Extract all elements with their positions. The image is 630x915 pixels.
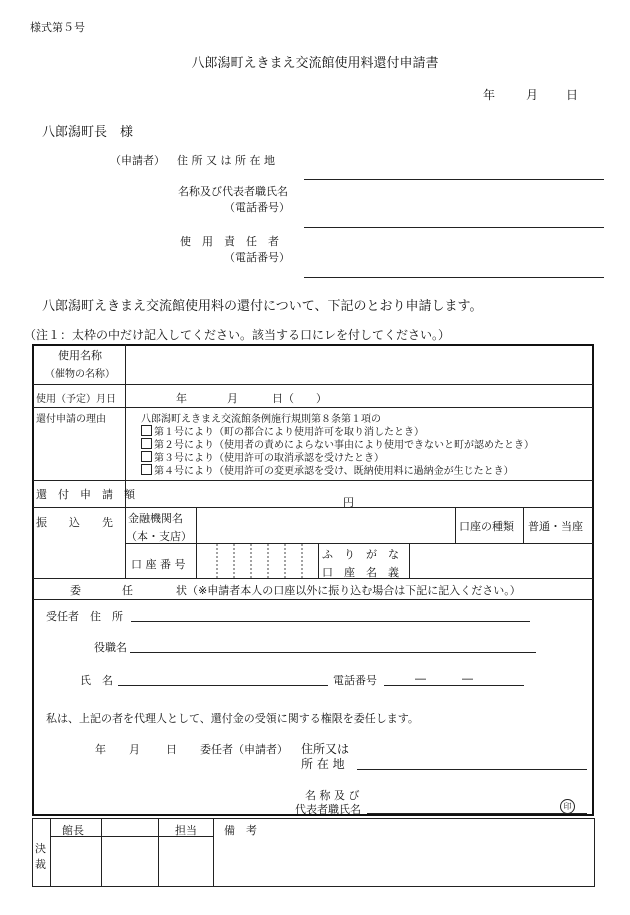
proxy-header-a: 委 [70,584,81,597]
applicant-prefix: （申請者） [110,154,165,167]
account-type-label: 口座の種類 [459,520,514,533]
responsible-label: 使 用 責 任 者 [180,235,279,248]
account-number-label: 口 座 番 号 [131,558,186,571]
account-name-field[interactable] [411,545,591,577]
note-text: （注１：太枠の中だけ記入してください。該当する口にレを付してください。） [24,328,451,342]
bank-name-field[interactable] [198,509,453,543]
transfer-label: 振 込 先 [36,516,113,529]
approval-label-2: 裁 [35,858,46,871]
checkbox-icon[interactable] [141,425,152,436]
usage-date-month[interactable]: 月 [227,392,238,405]
reason-option-3[interactable]: 第３号により（使用許可の取消承認を受けたとき） [141,449,384,464]
refund-reason-header: 八郎潟町えきまえ交流館条例施行規則第８条第１項の [141,414,381,425]
remarks-field[interactable] [215,838,593,886]
agent-position-field[interactable] [130,652,536,653]
name-label: 名称及び代表者職氏名 [178,185,288,198]
delegator-address-field[interactable] [357,769,587,770]
usage-name-field[interactable] [127,346,592,382]
responsible-field[interactable] [304,277,604,278]
proxy-header-b: 任 [122,584,133,597]
bank-label: 金融機関名 [128,512,183,525]
proxy-date-month[interactable]: 月 [129,743,140,756]
usage-date-year[interactable]: 年 [176,392,187,405]
reason-option-2[interactable]: 第２号により（使用者の責めによらない事由により使用できないと町が認めたとき） [141,436,534,451]
seal-mark: 印 [560,799,575,814]
delegator-name-field[interactable] [367,813,587,814]
date-day: 日 [566,88,579,102]
refund-amount-label: 還 付 申 請 額 [36,488,135,501]
delegator-address-label-2: 所 在 地 [301,757,345,771]
director-stamp-box[interactable] [51,838,101,886]
refund-reason-label: 還付申請の理由 [36,414,106,425]
account-name-label: 口 座 名 義 [322,566,399,579]
usage-date-label: 使用（予定）月日 [36,394,116,405]
account-number-field[interactable] [197,544,317,578]
proxy-date-year[interactable]: 年 [95,743,106,756]
remarks-label: 備 考 [224,824,257,837]
usage-name-label: 使用名称 [58,349,102,362]
director-label: 館長 [62,824,84,837]
reason-option-4[interactable]: 第４号により（使用許可の変更承認を受け、既納使用料に過納金が生じたとき） [141,462,514,477]
staff-stamp-box[interactable] [102,838,158,886]
yen-unit: 円 [343,496,354,509]
agent-name-field[interactable] [118,685,328,686]
addressee: 八郎潟町長 様 [42,125,134,140]
phone-dash-1: ― [415,672,426,685]
phone-dash-2: ― [462,672,473,685]
address-field[interactable] [304,179,604,180]
proxy-header-note: 状（※申請者本人の口座以外に振り込む場合は下記に記入ください。） [176,584,521,597]
address-label: 住 所 又 は 所 在 地 [177,154,275,167]
checkbox-icon[interactable] [141,464,152,475]
agent-position-label: 役職名 [94,641,127,654]
delegator-address-label-1: 住所又は [301,742,350,756]
checkbox-icon[interactable] [141,438,152,449]
checkbox-icon[interactable] [141,451,152,462]
delegator-name-label-2: 代表者職氏名 [295,803,361,816]
delegator-name-label-1: 名 称 及 び [305,789,360,802]
in-charge-label: 担当 [175,824,197,837]
page-title: 八郎潟町えきまえ交流館使用料還付申請書 [191,56,439,71]
phone-label-2: （電話番号） [224,251,290,264]
date-year: 年 [483,88,496,102]
usage-name-sublabel: （催物の名称） [45,369,115,380]
reason-option-1[interactable]: 第１号により（町の都合により使用許可を取り消したとき） [141,423,424,438]
form-number: 様式第５号 [30,21,85,34]
intro-text: 八郎潟町えきまえ交流館使用料の還付について、下記のとおり申請します。 [42,299,483,314]
agent-address-label: 受任者 住 所 [46,610,123,623]
refund-amount-field[interactable] [127,482,592,506]
date-month: 月 [526,88,539,102]
in-charge-stamp-box[interactable] [159,838,213,886]
proxy-date-day[interactable]: 日 [166,743,177,756]
bank-sublabel: （本・支店） [126,530,192,543]
agent-name-label: 氏 名 [80,674,113,687]
usage-date-day[interactable]: 日（ ） [272,392,327,405]
agent-address-field[interactable] [131,621,530,622]
phone-label-1: （電話番号） [224,201,290,214]
agent-phone-label: 電話番号 [333,674,377,687]
approval-label-1: 決 [35,842,46,855]
agent-phone-field[interactable] [384,685,524,686]
furigana-label: ふ り が な [322,548,399,561]
name-field[interactable] [304,227,604,228]
proxy-statement: 私は、上記の者を代理人として、還付金の受領に関する権限を委任します。 [46,712,419,725]
account-type-value[interactable]: 普通・当座 [528,520,583,533]
delegator-label: 委任者（申請者） [200,743,288,756]
account-number-grid [197,544,317,578]
